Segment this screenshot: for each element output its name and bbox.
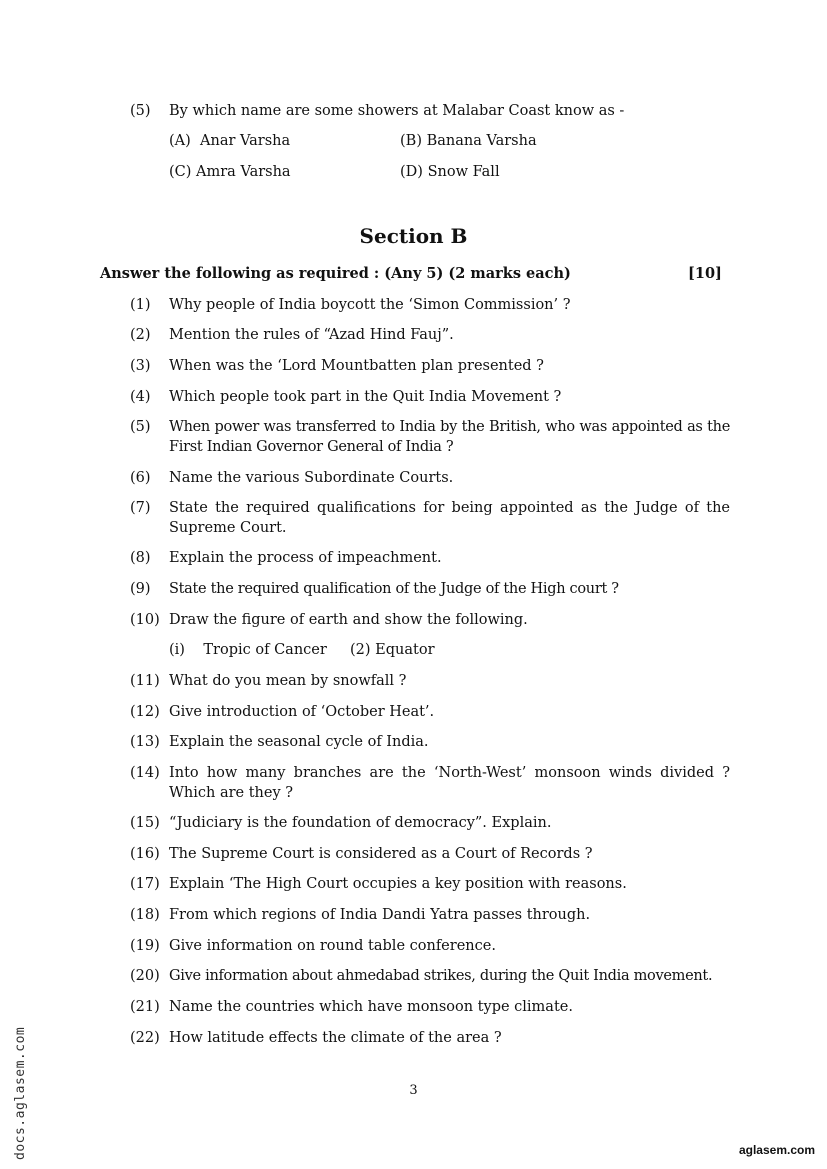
question-b16 — [130, 844, 730, 864]
question-b20 — [130, 966, 730, 986]
option-text: Amra Varsha — [196, 164, 291, 180]
section-title: Section B — [359, 224, 468, 248]
question-b8 — [130, 548, 730, 568]
question-text: How latitude effects the climate of the area ? — [169, 1030, 502, 1046]
option-label: (C) — [169, 164, 192, 180]
question-text: Explain the process of impeachment. — [169, 550, 442, 566]
question-b10 — [130, 610, 730, 630]
question-number: (19) — [130, 938, 160, 954]
question-b7 — [130, 498, 730, 538]
option-c — [169, 162, 291, 182]
question-b15 — [130, 813, 730, 833]
subpart-label: (2) — [350, 642, 371, 658]
question-number: (6) — [130, 470, 151, 486]
page-number: 3 — [409, 1083, 418, 1098]
section-marks: [10] — [688, 265, 722, 282]
question-b13 — [130, 732, 730, 752]
question-text: What do you mean by snowfall ? — [169, 673, 407, 689]
subpart-text: Tropic of Cancer — [203, 642, 327, 658]
question-text: Which people took part in the Quit India Movement ? — [169, 389, 562, 405]
question-b3 — [130, 356, 730, 376]
question-text: Into how many branches are the ‘North-West’ monsoon winds divided ? Which are they ? — [169, 765, 730, 801]
section-instruction: Answer the following as required : (Any 5) (2 marks each) — [100, 265, 571, 282]
option-label: (A) — [169, 133, 191, 149]
question-b22 — [130, 1028, 730, 1048]
question-b6 — [130, 468, 730, 488]
question-text: State the required qualifications for being appointed as the Judge of the Supreme Court. — [169, 500, 730, 536]
subpart-text: Equator — [375, 642, 435, 658]
question-text: Explain the seasonal cycle of India. — [169, 734, 429, 750]
option-a — [169, 131, 290, 151]
question-b12 — [130, 702, 730, 722]
question-number: (15) — [130, 815, 160, 831]
question-number: (22) — [130, 1030, 160, 1046]
question-text: From which regions of India Dandi Yatra passes through. — [169, 907, 591, 923]
question-number: (12) — [130, 704, 160, 720]
question-b1 — [130, 295, 730, 315]
subpart-label: (i) — [169, 642, 185, 658]
q10-subpart-1 — [169, 640, 327, 660]
question-text: Give information about ahmedabad strikes, during the Quit India movement. — [169, 968, 713, 984]
question-number: (4) — [130, 389, 151, 405]
question-number: (5) — [130, 103, 151, 119]
question-text: When power was transferred to India by the British, who was appointed as the First Indian Governor General of India ? — [169, 419, 730, 455]
question-text: Give introduction of ‘October Heat’. — [169, 704, 435, 720]
question-number: (8) — [130, 550, 151, 566]
question-b19 — [130, 936, 730, 956]
option-b — [400, 131, 537, 151]
question-text: Why people of India boycott the ‘Simon Commission’ ? — [169, 297, 571, 313]
question-b2 — [130, 325, 730, 345]
option-text: Banana Varsha — [426, 133, 537, 149]
question-number: (1) — [130, 297, 151, 313]
question-b11 — [130, 671, 730, 691]
question-text: Name the various Subordinate Courts. — [169, 470, 454, 486]
question-b18 — [130, 905, 730, 925]
question-text: When was the ‘Lord Mountbatten plan presented ? — [169, 358, 544, 374]
question-number: (9) — [130, 581, 151, 597]
watermark: docs.aglasem.com — [13, 1026, 28, 1160]
question-text: Mention the rules of “Azad Hind Fauj”. — [169, 327, 454, 343]
question-a5 — [130, 101, 730, 121]
question-number: (17) — [130, 876, 160, 892]
question-number: (11) — [130, 673, 160, 689]
question-text: Give information on round table conference. — [169, 938, 496, 954]
question-text: Explain ‘The High Court occupies a key position with reasons. — [169, 876, 627, 892]
question-number: (16) — [130, 846, 160, 862]
question-text: The Supreme Court is considered as a Court of Records ? — [169, 846, 593, 862]
question-number: (13) — [130, 734, 160, 750]
question-number: (2) — [130, 327, 151, 343]
question-text: Name the countries which have monsoon type climate. — [169, 999, 573, 1015]
option-text: Snow Fall — [427, 164, 500, 180]
question-b4 — [130, 387, 730, 407]
question-b14 — [130, 763, 730, 803]
option-d — [400, 162, 500, 182]
question-text: “Judiciary is the foundation of democracy”. Explain. — [169, 815, 552, 831]
q10-subpart-2 — [350, 640, 435, 660]
question-number: (7) — [130, 500, 151, 516]
question-number: (18) — [130, 907, 160, 923]
question-b21 — [130, 997, 730, 1017]
brand-logo: aglasem.com — [738, 1143, 815, 1157]
question-number: (14) — [130, 765, 160, 781]
question-number: (10) — [130, 612, 160, 628]
question-number: (20) — [130, 968, 160, 984]
option-label: (B) — [400, 133, 422, 149]
question-b5 — [130, 417, 730, 457]
option-label: (D) — [400, 164, 423, 180]
question-text: Draw the figure of earth and show the following. — [169, 612, 528, 628]
question-b9 — [130, 579, 730, 599]
question-text: State the required qualification of the Judge of the High court ? — [169, 581, 619, 597]
question-number: (3) — [130, 358, 151, 374]
question-b17 — [130, 874, 730, 894]
question-number: (5) — [130, 419, 151, 435]
question-number: (21) — [130, 999, 160, 1015]
question-text: By which name are some showers at Malabar Coast know as - — [169, 103, 625, 119]
option-text: Anar Varsha — [200, 133, 291, 149]
